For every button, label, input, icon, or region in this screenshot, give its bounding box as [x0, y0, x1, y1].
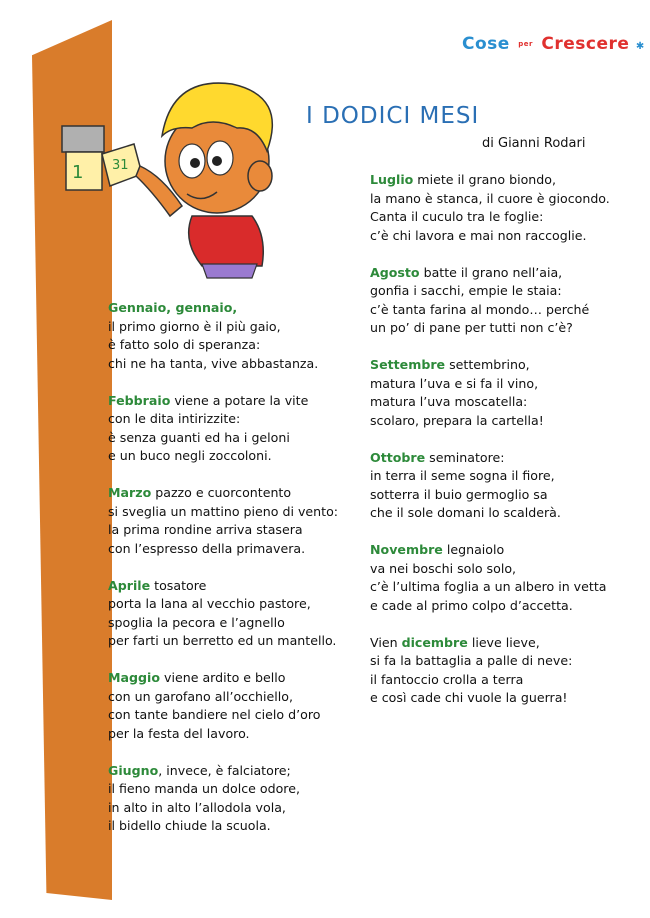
stanza: Ottobre seminatore: in terra il seme sogna il fiore, sotterra il buio germoglio sa che il sole domani lo scalderà.	[370, 449, 640, 523]
verse-line: Canta il cuculo tra le foglie:	[370, 209, 544, 224]
verse-line: c’è l’ultima foglia a un albero in vetta	[370, 579, 607, 594]
month-name: Ottobre	[370, 449, 426, 465]
verse-line: un po’ di pane per tutti non c’è?	[370, 320, 573, 335]
verse-line: in alto in alto l’allodola vola,	[108, 799, 286, 815]
stanza: Luglio miete il grano biondo, la mano è stanca, il cuore è giocondo. Canta il cuculo tra le foglie: c’è chi lavora e mai non raccoglie.	[370, 171, 640, 245]
stanza: Settembre settembrino, matura l’uva e si fa il vino, matura l’uva moscatella: scolaro, prepara la cartella!	[370, 356, 640, 430]
verse-line: porta la lana al vecchio pastore,	[108, 596, 311, 611]
boy-figure	[136, 83, 272, 278]
month-name: Luglio	[370, 172, 414, 187]
month-name: Novembre	[370, 542, 443, 557]
month-name: Giugno	[108, 762, 159, 778]
poem-right-column	[370, 171, 640, 726]
verse-line: scolaro, prepara la cartella!	[370, 412, 544, 428]
logo-star-icon: ✱	[635, 41, 645, 52]
verse-line: chi ne ha tanta, vive abbastanza.	[108, 355, 319, 371]
verse-line: il fieno manda un dolce odore,	[108, 781, 300, 796]
month-name: Aprile	[108, 577, 151, 593]
calendar-day-right: 31	[112, 158, 129, 173]
logo-word-crescere: Crescere	[541, 34, 630, 54]
verse-line: sotterra il buio germoglio sa	[370, 486, 548, 502]
verse-line: il bidello chiude la scuola.	[108, 818, 271, 833]
month-name: Febbraio	[108, 392, 171, 408]
month-name: Gennaio, gennaio,	[108, 300, 238, 315]
month-name: Maggio	[108, 670, 161, 685]
verse-line: matura l’uva e si fa il vino,	[370, 375, 539, 391]
verse-line: c’è tanta farina al mondo… perché	[370, 301, 590, 317]
logo-word-cose: Cose	[462, 34, 510, 54]
verse-line: va nei boschi solo solo,	[370, 560, 517, 576]
verse-line: con un garofano all’occhiello,	[108, 688, 293, 704]
logo-word-per: per	[518, 40, 533, 48]
verse-line: e cade al primo colpo d’accetta.	[370, 597, 573, 613]
stanza	[108, 299, 368, 373]
calendar-icon	[62, 126, 142, 190]
stanza: Marzo pazzo e cuorcontento si sveglia un mattino pieno di vento: la prima rondine arriva stasera con l’espresso della primavera.	[108, 484, 368, 558]
boy-calendar-illustration	[52, 66, 302, 281]
month-name: Agosto	[370, 264, 420, 280]
verse-line: che il sole domani lo scalderà.	[370, 505, 561, 520]
stanza: Novembre legnaiolo va nei boschi solo solo, c’è l’ultima foglia a un albero in vetta e cade al primo colpo d’accetta.	[370, 541, 640, 615]
verse-line: con tante bandiere nel cielo d’oro	[108, 707, 321, 722]
verse-line: per farti un berretto ed un mantello.	[108, 633, 337, 648]
verse-line: il fantoccio crolla a terra	[370, 671, 524, 687]
verse-line: con l’espresso della primavera.	[108, 540, 306, 556]
verse-line: spoglia la pecora e l’agnello	[108, 614, 285, 630]
verse-line: gonfia i sacchi, empie le staia:	[370, 283, 562, 298]
calendar-day-left: 1	[72, 162, 84, 183]
month-name: dicembre	[401, 634, 468, 650]
stanza: Giugno, invece, è falciatore; il fieno manda un dolce odore, in alto in alto l’allodola vola, il bidello chiude la scuola.	[108, 762, 368, 836]
stanza: Vien dicembre lieve lieve, si fa la battaglia a palle di neve: il fantoccio crolla a terra e così cade chi vuole la guerra!	[370, 634, 640, 708]
verse-line: c’è chi lavora e mai non raccoglie.	[370, 227, 587, 243]
verse-line: e così cade chi vuole la guerra!	[370, 690, 568, 705]
stanza: Maggio viene ardito e bello con un garofano all’occhiello, con tante bandiere nel cielo d’oro per la festa del lavoro.	[108, 669, 368, 743]
verse-line: per la festa del lavoro.	[108, 725, 250, 741]
verse-line: con le dita intirizzite:	[108, 411, 241, 426]
verse-line: la prima rondine arriva stasera	[108, 522, 303, 537]
month-name: Settembre	[370, 357, 446, 372]
site-logo	[462, 34, 645, 54]
verse-line: in terra il seme sogna il fiore,	[370, 468, 555, 483]
month-name: Marzo	[108, 485, 152, 500]
stanza: Agosto batte il grano nell’aia, gonfia i sacchi, empie le staia: c’è tanta farina al mondo… perché un po’ di pane per tutti non c’è?	[370, 264, 640, 338]
verse-line: la mano è stanca, il cuore è giocondo.	[370, 190, 610, 206]
poem-left-column	[108, 299, 368, 854]
verse-line: è fatto solo di speranza:	[108, 337, 261, 352]
poem-title: I DODICI MESI	[306, 103, 480, 129]
verse-line: si fa la battaglia a palle di neve:	[370, 653, 573, 668]
stanza: Aprile tosatore porta la lana al vecchio pastore, spoglia la pecora e l’agnello per farti un berretto ed un mantello.	[108, 577, 368, 651]
poem-author: di Gianni Rodari	[482, 136, 586, 151]
verse-line: e un buco negli zoccoloni.	[108, 448, 272, 463]
verse-line: matura l’uva moscatella:	[370, 394, 528, 409]
verse-line: il primo giorno è il più gaio,	[108, 318, 281, 334]
stanza: Febbraio viene a potare la vite con le dita intirizzite: è senza guanti ed ha i geloni e un buco negli zoccoloni.	[108, 392, 368, 466]
verse-line: è senza guanti ed ha i geloni	[108, 429, 290, 445]
verse-line: si sveglia un mattino pieno di vento:	[108, 503, 339, 519]
